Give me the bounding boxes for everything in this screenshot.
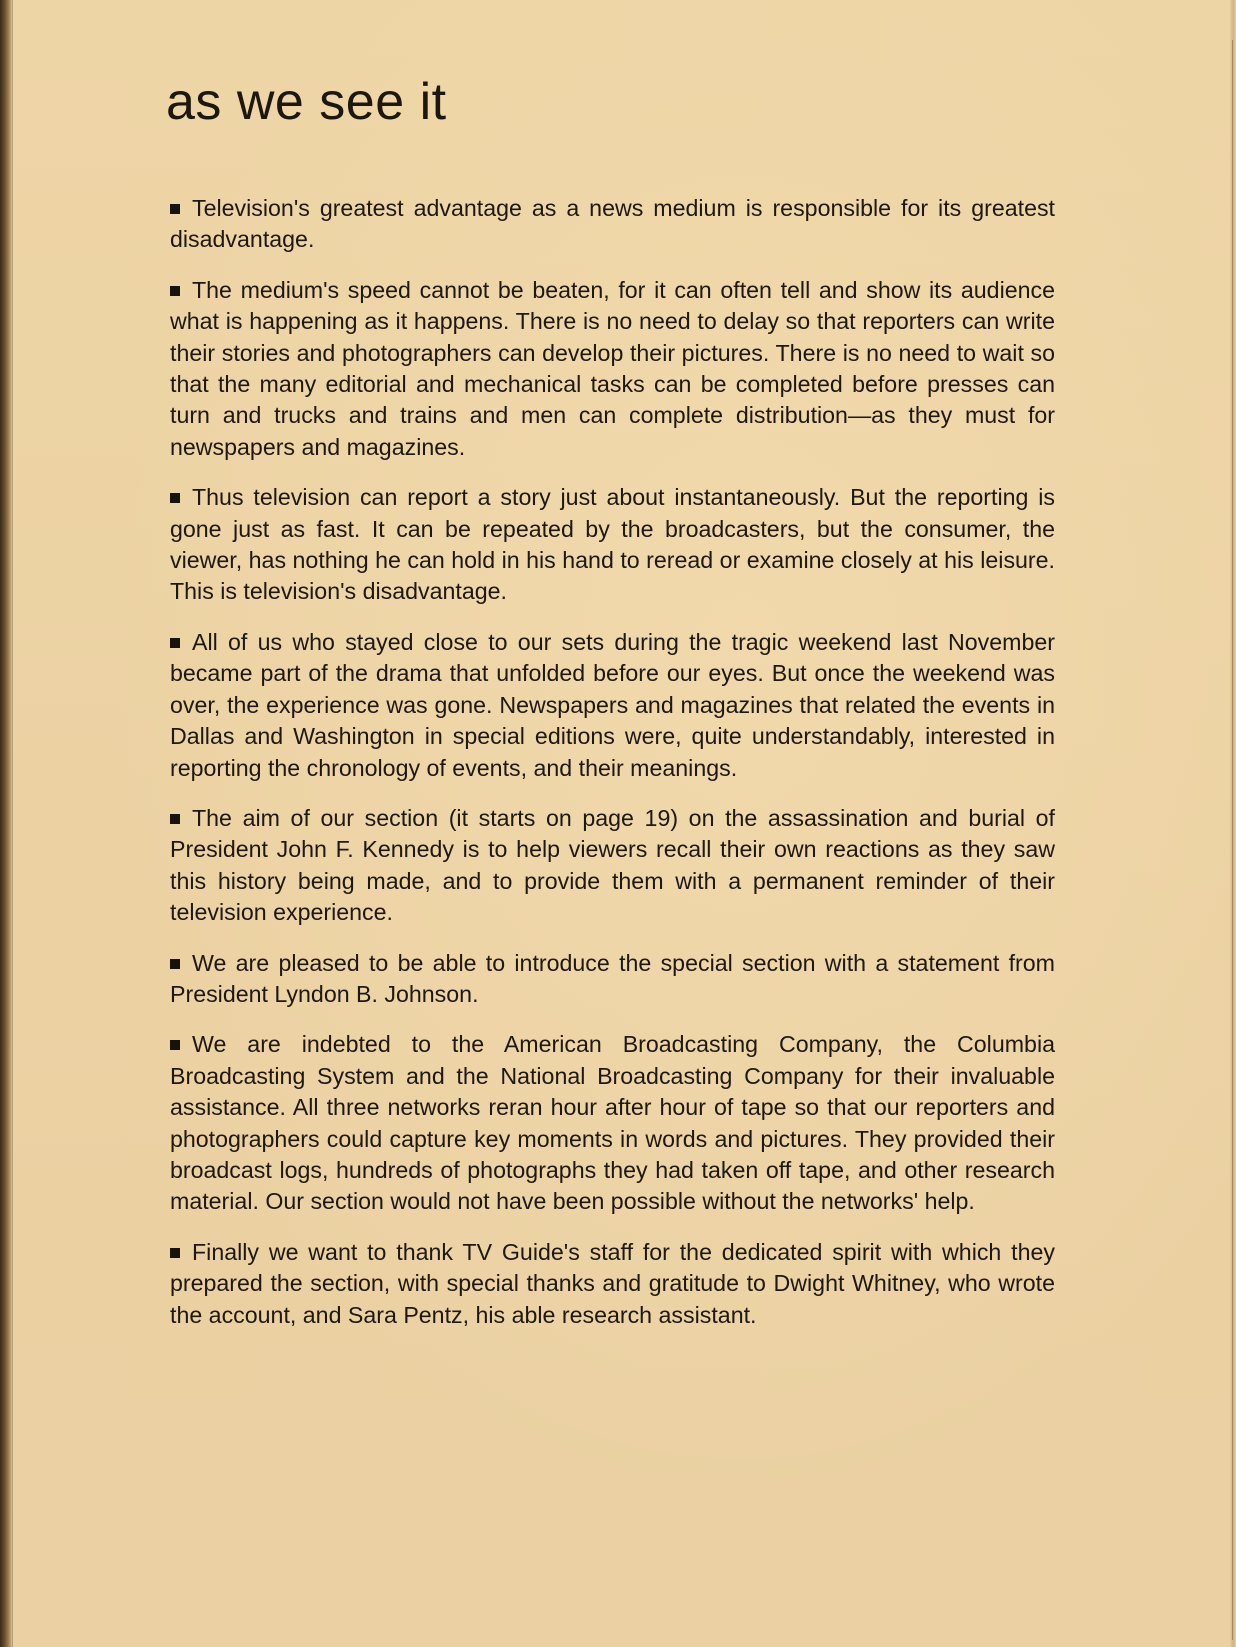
page-right-edge-line <box>1232 40 1233 1640</box>
square-bullet-icon <box>170 638 180 648</box>
paragraph-text: Television's greatest advantage as a news medium is responsible for its greatest disadvantage. <box>170 195 1055 253</box>
paragraph-text: We are pleased to be able to introduce the special section with a statement from President Lyndon B. Johnson. <box>170 949 1055 1007</box>
paragraph <box>170 948 1055 1011</box>
square-bullet-icon <box>170 493 180 503</box>
page-edge-line <box>12 0 13 1647</box>
paragraph-text: The aim of our section (it starts on page 19) on the assassination and burial of President John F. Kennedy is to help viewers recall their own reactions as they saw this history being made, and to provide them with a permanent reminder of their television experience. <box>170 804 1055 926</box>
square-bullet-icon <box>170 814 180 824</box>
paragraph-text: Finally we want to thank TV Guide's staff for the dedicated spirit with which they prepared the section, with special thanks and gratitude to Dwight Whitney, who wrote the account, and Sara Pentz, his able research assistant. <box>170 1238 1055 1328</box>
page-title: as we see it <box>166 73 447 131</box>
page-binding-edge <box>0 0 12 1647</box>
paragraph <box>170 275 1055 463</box>
square-bullet-icon <box>170 959 180 969</box>
square-bullet-icon <box>170 1248 180 1258</box>
paragraph <box>170 803 1055 929</box>
paragraph <box>170 1237 1055 1331</box>
page-right-edge <box>1230 0 1236 1647</box>
paragraph-text: Thus television can report a story just about instantaneously. But the reporting is gone just as fast. It can be repeated by the broadcasters, but the consumer, the viewer, has nothing he can hold in his hand to reread or examine closely at his leisure. This is television's disadvantage. <box>170 484 1055 605</box>
square-bullet-icon <box>170 1040 180 1050</box>
paragraph-text: The medium's speed cannot be beaten, for it can often tell and show its audience what is happening as it happens. There is no need to delay so that reporters can write their stories and photographers can develop their pictures. There is no need to wait so that the many editorial and mechanical tasks can be completed before presses can turn and trucks and trains and men can complete distribution—as they must for newspapers and magazines. <box>170 276 1055 460</box>
paragraph <box>170 482 1055 608</box>
paragraph <box>170 627 1055 784</box>
paragraph-text: All of us who stayed close to our sets during the tragic weekend last November became part of the drama that unfolded before our eyes. But once the weekend was over, the experience was gone. Newspapers and magazines that related the events in Dallas and Washington in special editions were, quite understandably, interested in reporting the chronology of events, and their meanings. <box>170 628 1055 781</box>
square-bullet-icon <box>170 286 180 296</box>
square-bullet-icon <box>170 204 180 214</box>
paragraph <box>170 193 1055 256</box>
paragraph <box>170 1029 1055 1217</box>
editorial-body <box>170 193 1055 1350</box>
paragraph-text: We are indebted to the American Broadcasting Company, the Columbia Broadcasting System and the National Broadcasting Company for their invaluable assistance. All three networks reran hour after hour of tape so that our reporters and photographers could capture key moments in words and pictures. They provided their broadcast logs, hundreds of photographs they had taken off tape, and other research material. Our section would not have been possible without the networks' help. <box>170 1031 1055 1215</box>
